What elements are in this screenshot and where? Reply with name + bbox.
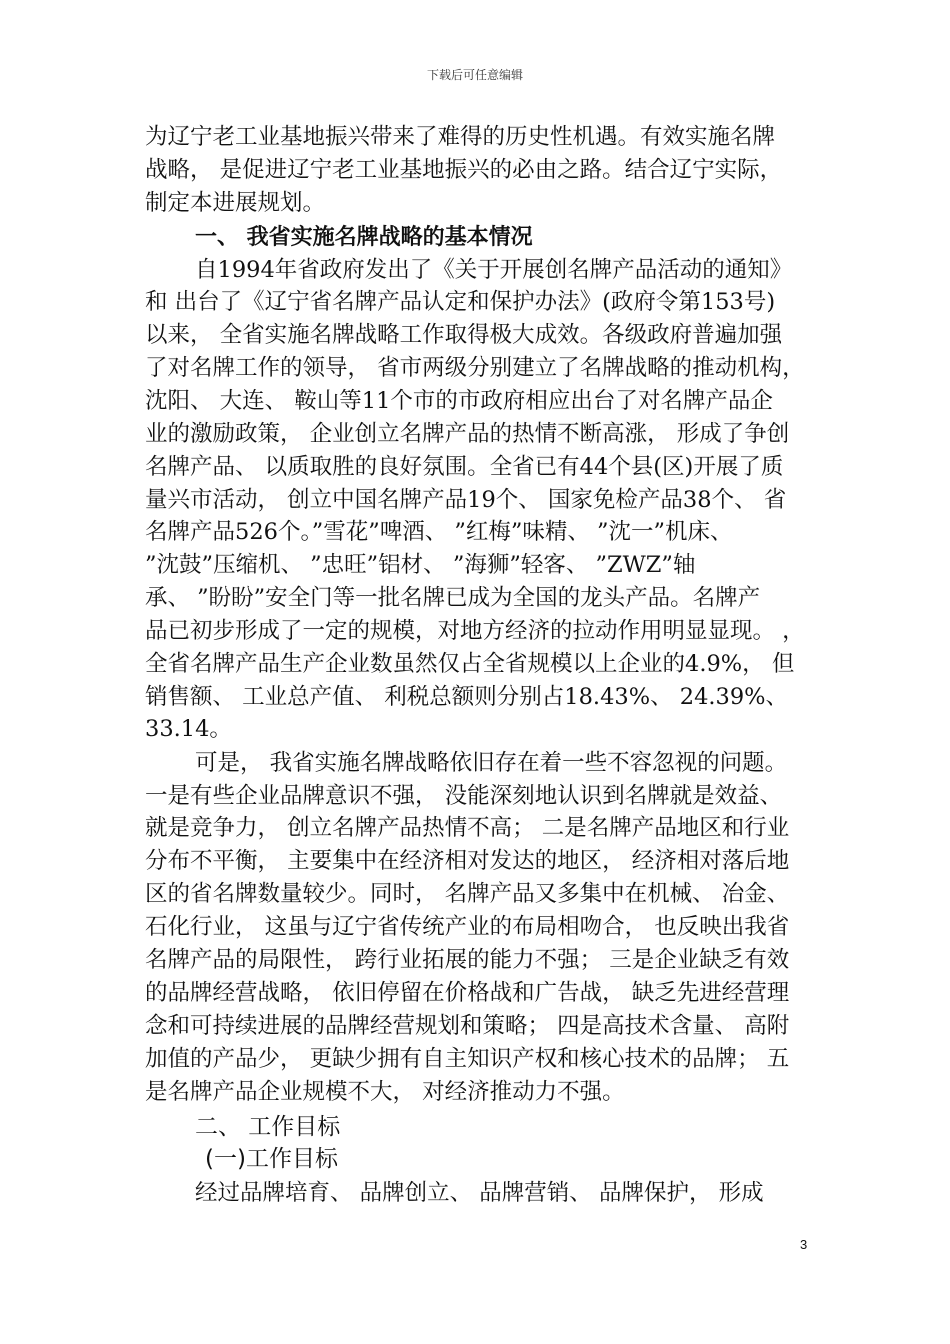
body-line: 自1994年省政府发出了《关于开展创名牌产品活动的通知》 [195,257,793,283]
body-line: 33.14。 [145,716,232,742]
body-line: 区的省名牌数量较少。同时， 名牌产品又多集中在机械、 冶金、 [145,881,790,907]
body-line: 以来， 全省实施名牌战略工作取得极大成效。各级政府普遍加强 [145,322,783,348]
body-line: 和 出台了《辽宁省名牌产品认定和保护办法》(政府令第153号) [145,289,776,315]
body-line: 是名牌产品企业规模不大， 对经济推动力不强。 [145,1079,625,1105]
body-line: ”沈鼓”压缩机、 ”忠旺”铝材、 ”海狮”轻客、 ”ZWZ”轴 [145,552,696,578]
body-line: 战略， 是促进辽宁老工业基地振兴的必由之路。结合辽宁实际， [145,157,783,183]
body-line: 经过品牌培育、 品牌创立、 品牌营销、 品牌保护， 形成 [195,1180,764,1206]
body-line: 加值的产品少， 更缺少拥有自主知识产权和核心技术的品牌； 五 [145,1046,790,1072]
body-line: 的品牌经营战略， 依旧停留在价格战和广告战， 缺乏先进经营理 [145,980,790,1006]
body-line: 念和可持续进展的品牌经营规划和策略； 四是高技术含量、 高附 [145,1013,790,1039]
body-line: 沈阳、 大连、 鞍山等11个市的市政府相应出台了对名牌产品企 [145,388,773,414]
body-line: 石化行业， 这虽与辽宁省传统产业的布局相吻合， 也反映出我省 [145,914,790,940]
section-heading: 二、 工作目标 [195,1114,341,1140]
body-line: 可是， 我省实施名牌战略依旧存在着一些不容忽视的问题。 [195,750,788,776]
body-line: 承、 ”盼盼”安全门等一批名牌已成为全国的龙头产品。名牌产 [145,585,761,611]
body-line: 全省名牌产品生产企业数虽然仅占全省规模以上企业的4.9%， 但 [145,651,795,677]
body-line: 一是有些企业品牌意识不强， 没能深刻地认识到名牌就是效益、 [145,783,783,809]
body-line: 分布不平衡， 主要集中在经济相对发达的地区， 经济相对落后地 [145,848,790,874]
body-line: 就是竞争力， 创立名牌产品热情不高； 二是名牌产品地区和行业 [145,815,790,841]
page-number: 3 [800,1237,808,1252]
body-line: 名牌产品、 以质取胜的良好氛围。全省已有44个县(区)开展了质 [145,454,784,480]
body-line: 为辽宁老工业基地振兴带来了难得的历史性机遇。有效实施名牌 [145,124,776,150]
subsection-heading: (一)工作目标 [205,1146,338,1172]
header-note: 下载后可任意编辑 [426,68,523,82]
body-line: 制定本进展规划。 [145,190,326,216]
body-line: 了对名牌工作的领导， 省市两级分别建立了名牌战略的推动机构， [145,355,805,381]
body-line: 名牌产品526个。”雪花”啤酒、 ”红梅”味精、 ”沈一”机床、 [145,519,733,545]
body-line: 名牌产品的局限性， 跨行业拓展的能力不强； 三是企业缺乏有效 [145,947,790,973]
body-line: 量兴市活动， 创立中国名牌产品19个、 国家免检产品38个、 省 [145,487,787,513]
body-line: 品已初步形成了一定的规模，对地方经济的拉动作用明显显现。 ， [145,618,805,644]
section-heading: 一、 我省实施名牌战略的基本情况 [195,225,533,250]
body-line: 销售额、 工业总产值、 利税总额则分别占18.43%、 24.39%、 [145,684,789,710]
body-line: 业的激励政策， 企业创立名牌产品的热情不断高涨， 形成了争创 [145,421,790,447]
